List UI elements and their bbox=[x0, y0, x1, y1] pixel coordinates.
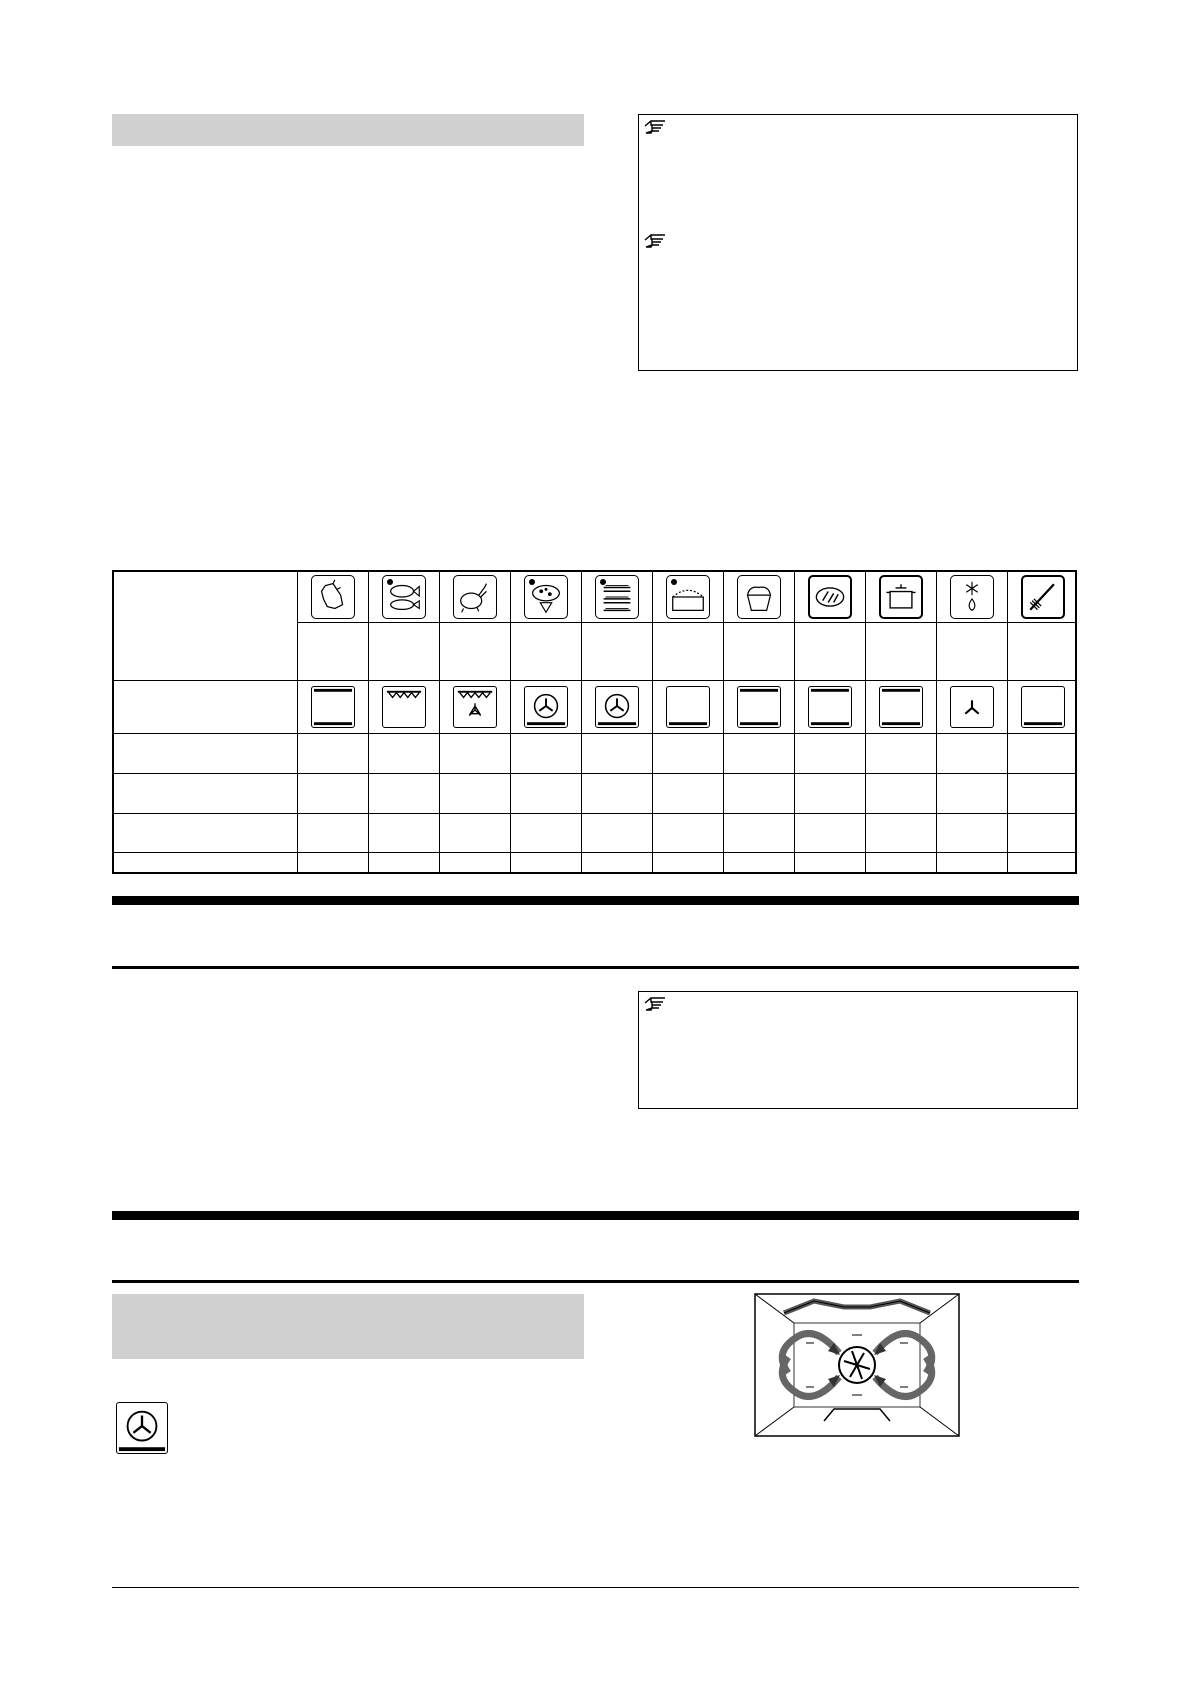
bread-icon bbox=[808, 575, 852, 619]
meat-icon bbox=[311, 575, 355, 619]
section-divider-thin bbox=[112, 966, 1079, 969]
top-bottom-heat-icon bbox=[737, 686, 781, 728]
casserole-pot-icon bbox=[879, 575, 923, 619]
grill-icon bbox=[382, 686, 426, 728]
ring-fan-icon bbox=[116, 1402, 168, 1454]
oven-airflow-diagram bbox=[754, 1293, 960, 1437]
cleaning-brush-icon bbox=[1021, 575, 1065, 619]
section-divider-thick bbox=[112, 896, 1079, 905]
ring-fan-icon bbox=[524, 686, 568, 728]
defrost-fan-icon bbox=[950, 686, 994, 728]
section-header-bar bbox=[112, 1294, 584, 1359]
note-box-1 bbox=[638, 114, 1078, 371]
pointing-hand-icon bbox=[643, 994, 669, 1012]
cooking-programme-table bbox=[112, 570, 1077, 874]
section-header-bar bbox=[112, 114, 584, 146]
pointing-hand-icon bbox=[643, 117, 669, 135]
top-bottom-heat-icon bbox=[808, 686, 852, 728]
top-bottom-heat-icon bbox=[879, 686, 923, 728]
muffin-icon bbox=[737, 575, 781, 619]
bottom-heat-icon bbox=[666, 686, 710, 728]
bottom-heat-icon bbox=[1021, 686, 1065, 728]
top-bottom-heat-icon bbox=[311, 686, 355, 728]
multilevel-trays-icon bbox=[595, 575, 639, 619]
section-divider-thin bbox=[112, 1280, 1079, 1283]
note-box-2 bbox=[638, 991, 1078, 1109]
fish-icon bbox=[382, 575, 426, 619]
pointing-hand-icon bbox=[643, 231, 669, 249]
ring-fan-icon bbox=[595, 686, 639, 728]
poultry-icon bbox=[453, 575, 497, 619]
footer-rule bbox=[112, 1587, 1079, 1588]
defrost-icon bbox=[950, 575, 994, 619]
fan-grill-icon bbox=[453, 686, 497, 728]
cake-tin-icon bbox=[666, 575, 710, 619]
section-divider-thick bbox=[112, 1211, 1079, 1220]
pizza-icon bbox=[524, 575, 568, 619]
